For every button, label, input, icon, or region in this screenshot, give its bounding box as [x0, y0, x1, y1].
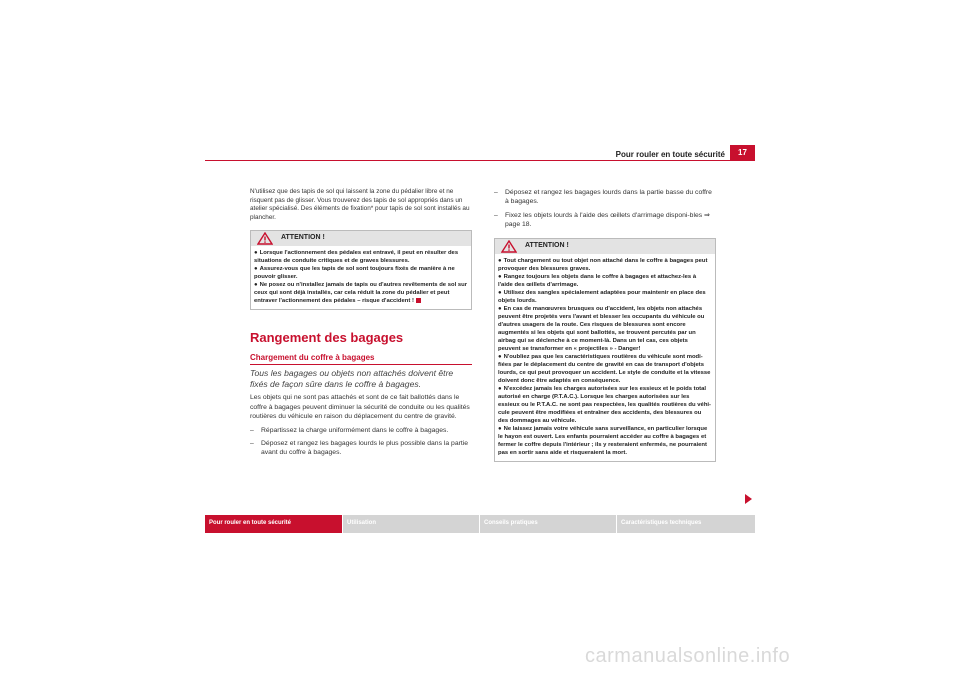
- end-of-section-marker: [416, 298, 421, 303]
- warning-triangle-icon: [501, 240, 517, 253]
- page-number: 17: [730, 145, 755, 161]
- bullet-icon: ●: [254, 266, 258, 273]
- right-column: [494, 188, 716, 462]
- running-header: Pour rouler en toute sécurité: [615, 150, 725, 159]
- bullet-icon: ●: [498, 289, 502, 296]
- warning-body: [495, 254, 715, 461]
- warning-item: ● Tout chargement ou tout objet non attaché dans le coffre à bagages peut provoquer des blessures graves.: [498, 257, 708, 272]
- dash-marker: –: [494, 189, 498, 196]
- warning-box: [494, 238, 716, 462]
- bullet-icon: ●: [498, 353, 502, 360]
- warning-item: ● Assurez-vous que les tapis de sol sont toujours fixés de manière à ne pouvoir glisser.: [254, 266, 455, 281]
- warning-item: ● N'excédez jamais les charges autorisées sur les essieux et le poids total autorisé en charge (P.T.A.C.). Lorsque les charges autorisées sur les essieux ou le P.T.A.C. ne sont pas respectées, les qualités routières du véhi-cule peuvent être modifiées et entraîner des accidents, des blessures ou des dommages au véhicule.: [498, 385, 712, 424]
- warning-header: [251, 231, 471, 246]
- dash-marker: –: [494, 211, 498, 219]
- bullet-icon: ●: [498, 273, 502, 280]
- instruction-step: – Déposez et rangez les bagages lourds dans la partie basse du coffre à bagages.: [494, 189, 712, 206]
- footer-tab-safety[interactable]: Pour rouler en toute sécurité: [205, 515, 342, 533]
- warning-item: ● En cas de manœuvres brusques ou d'accident, les objets non attachés peuvent être projetés vers l'avant et blesser les occupants du véhicule ou d'autres usagers de la route. Ces risques de blessures sont encore augmentés si les objets qui sont ballottés, se trouvent percutés par un airbag qui se déclenche à ce moment-là. Dans un tel cas, ces objets peuvent se transformer en « projectiles » - Danger!: [498, 305, 705, 352]
- lead-paragraph: Tous les bagages ou objets non attachés doivent être fixés de façon sûre dans le coffre à bagages.: [250, 368, 454, 390]
- warning-item: ● Lorsque l'actionnement des pédales est entravé, il peut en résulter des situations de conduite critiques et de graves blessures.: [254, 250, 459, 265]
- subsection-title: Chargement du coffre à bagages: [250, 353, 375, 363]
- watermark: carmanualsonline.info: [585, 645, 791, 667]
- footer-tab-tips[interactable]: Conseils pratiques: [480, 515, 616, 533]
- instruction-step: – Fixez les objets lourds à l'aide des œillets d'arrimage disponi-bles ⇒ page 18.: [494, 211, 710, 229]
- warning-item: ● Ne laissez jamais votre véhicule sans surveillance, en particulier lorsque le hayon est ouvert. Les enfants pourraient accéder au coffre à bagages et fermer le coffre depuis l'intérieur ; ils y resteraient enfermés, ne pourraient pas en sortir sans aide et risqueraient la mort.: [498, 425, 708, 456]
- warning-triangle-icon: [257, 232, 273, 245]
- warning-item: ● Utilisez des sangles spécialement adaptées pour maintenir en place des objets lourds.: [498, 289, 706, 304]
- warning-item: ● N'oubliez pas que les caractéristiques routières du véhicule sont modi-fiées par le déplacement du centre de gravité en cas de transport d'objets lourds, ce qui peut provoquer un accident. Le style de conduite et la vitesse doivent donc être adaptés en conséquence.: [498, 353, 711, 384]
- bullet-icon: ●: [498, 257, 502, 264]
- warning-box: [250, 230, 472, 310]
- bullet-icon: ●: [254, 250, 258, 257]
- warning-body: [251, 246, 471, 309]
- section-title: Rangement des bagages: [250, 330, 404, 346]
- intro-paragraph: N'utilisez que des tapis de sol qui laissent la zone du pédalier libre et ne risquent pas de glisser. Vous trouverez des tapis de sol appropriés dans un atelier spécialisé. Des éléments de fixation* pour tapis de sol sont installés au plancher.: [250, 188, 470, 221]
- footer-tab-usage[interactable]: Utilisation: [343, 515, 479, 533]
- subsection-rule: [250, 364, 472, 365]
- warning-header: [495, 239, 715, 254]
- instruction-step: – Répartissez la charge uniformément dans le coffre à bagages.: [250, 426, 449, 434]
- left-column: [250, 188, 472, 458]
- bullet-icon: ●: [498, 385, 502, 392]
- warning-label: ATTENTION !: [281, 234, 325, 242]
- warning-item: ● Rangez toujours les objets dans le coffre à bagages et attachez-les à l'aide des œillets d'arrimage.: [498, 273, 697, 288]
- warning-label: ATTENTION !: [525, 241, 569, 249]
- footer-tab-specs[interactable]: Caractéristiques techniques: [617, 515, 755, 533]
- instruction-step: – Déposez et rangez les bagages lourds le plus possible dans la partie avant du coffre à bagages.: [250, 440, 469, 457]
- header-rule: [205, 160, 755, 161]
- dash-marker: –: [250, 426, 254, 434]
- body-paragraph: Les objets qui ne sont pas attachés et sont de ce fait ballottés dans le coffre à bagages peuvent diminuer la sécurité de conduite ou les qualités routières du véhicule en raison du déplacement du centre de gravité.: [250, 394, 470, 421]
- bullet-icon: ●: [254, 282, 258, 289]
- dash-marker: –: [250, 440, 254, 447]
- warning-item: ● Ne posez ou n'installez jamais de tapis ou d'autres revêtements de sol sur ceux qui sont déjà installés, car cela réduit la zone du pédalier et peut entraver l'actionnement des pédales – risque d'accident !: [254, 282, 468, 305]
- bullet-icon: ●: [498, 425, 502, 432]
- bullet-icon: ●: [498, 305, 502, 312]
- continue-arrow-icon: [745, 494, 752, 504]
